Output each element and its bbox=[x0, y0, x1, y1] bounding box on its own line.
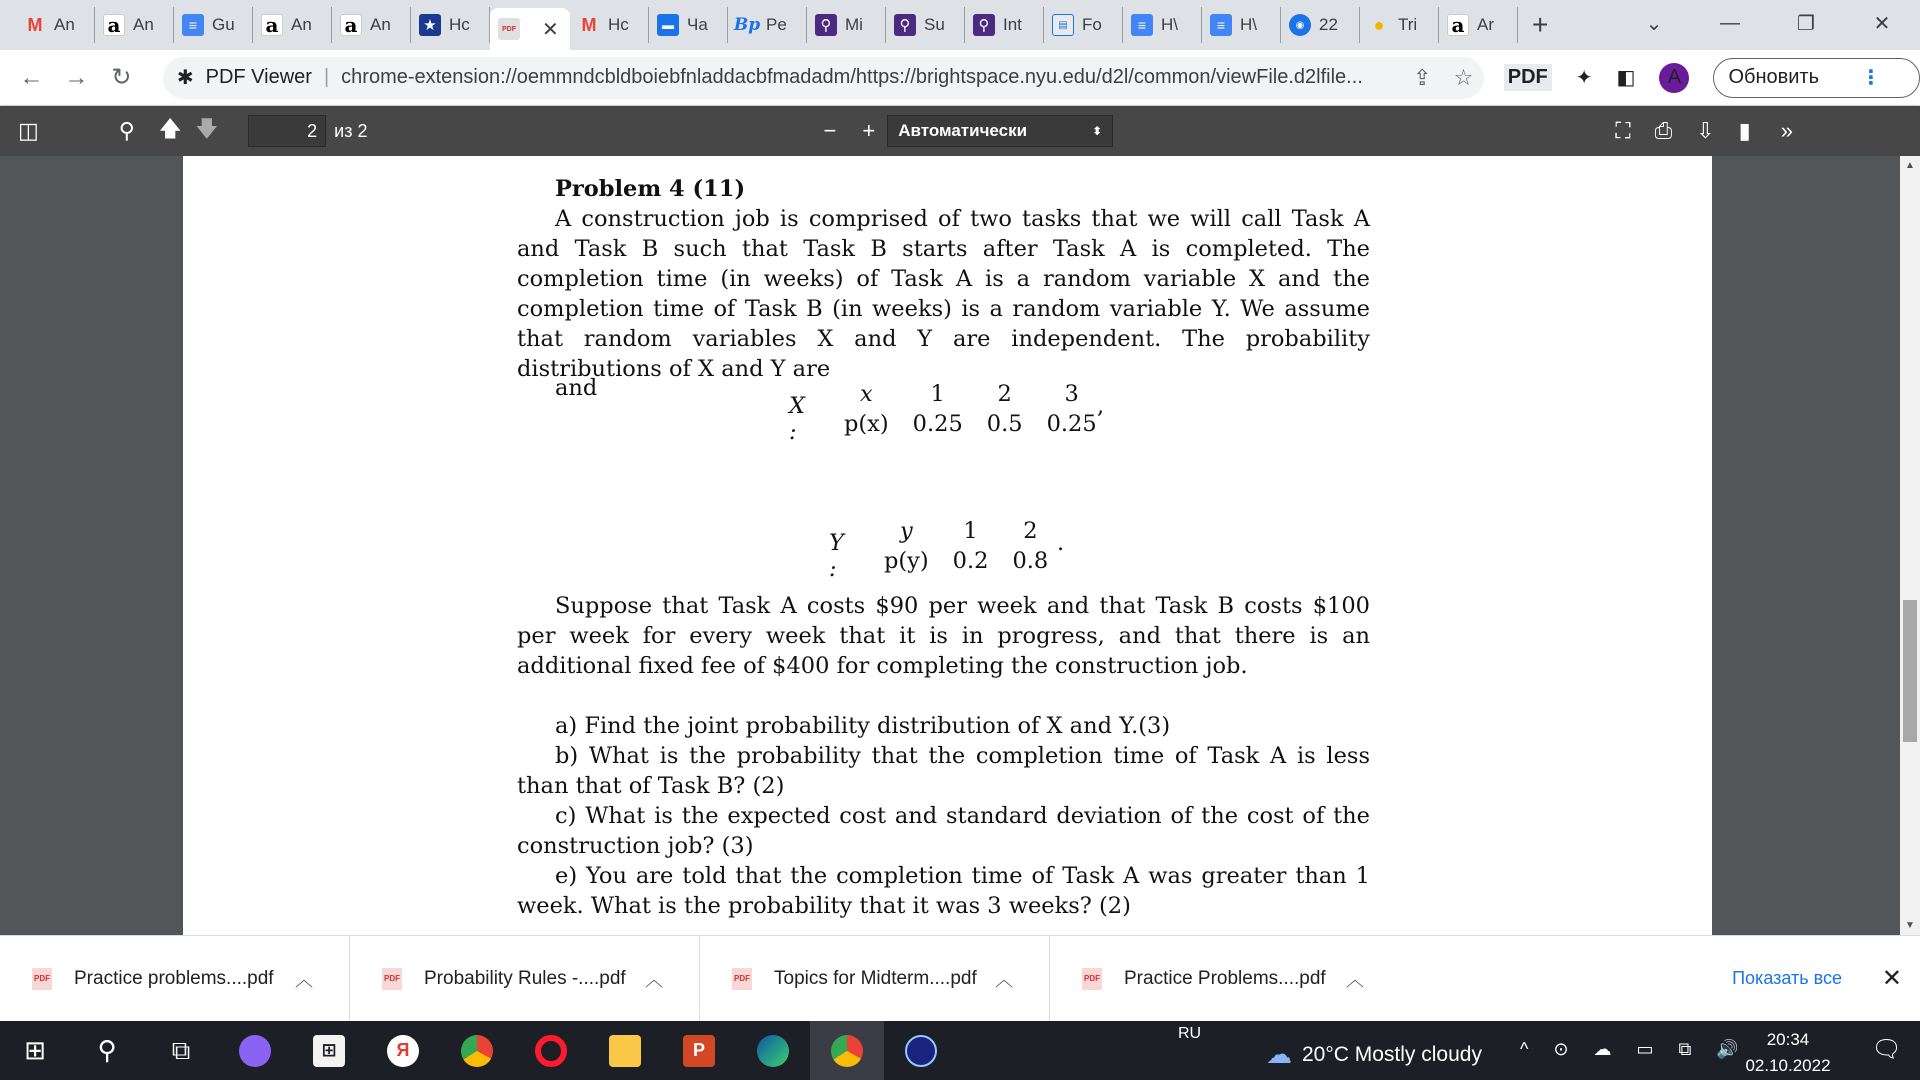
forward-button[interactable]: → bbox=[64, 63, 89, 91]
language-indicator[interactable]: RU bbox=[1178, 1025, 1202, 1042]
gmail-icon: M bbox=[27, 14, 43, 35]
pdf-file-icon: PDF bbox=[32, 968, 52, 990]
tab-label: H\ bbox=[1161, 15, 1178, 34]
download-item[interactable] bbox=[0, 936, 350, 1022]
amazon-icon: a bbox=[261, 14, 283, 36]
powerpoint-icon[interactable] bbox=[662, 1021, 736, 1080]
show-all-downloads-link[interactable]: Показать все bbox=[1732, 968, 1842, 988]
download-filename: Practice Problems....pdf bbox=[1124, 967, 1326, 989]
dist-x-label: X : bbox=[789, 393, 806, 445]
chrome-glyph-icon bbox=[461, 1035, 493, 1067]
tab-label: Gu bbox=[212, 15, 235, 34]
profile-avatar[interactable]: A bbox=[1659, 63, 1689, 93]
and-text-label: and bbox=[555, 375, 598, 401]
notification-icon[interactable]: 🗨 bbox=[1871, 1036, 1902, 1063]
download-item[interactable] bbox=[1050, 936, 1400, 1022]
tab-label: H\ bbox=[1240, 15, 1257, 34]
weather-text: 20°C Mostly cloudy bbox=[1302, 1042, 1482, 1066]
system-tray-icons[interactable]: ^ ⊙ ☁ ▭ ⧉ 🔊 bbox=[1520, 1039, 1749, 1059]
zoom-in-button[interactable]: + bbox=[862, 118, 876, 143]
previous-page-icon[interactable]: 🡅 bbox=[158, 116, 182, 141]
problem-costs-and-questions bbox=[517, 591, 1370, 921]
chevron-up-icon[interactable]: ︿ bbox=[645, 969, 663, 990]
browser-tab[interactable] bbox=[886, 7, 965, 43]
scroll-down-icon[interactable]: ▼ bbox=[1905, 920, 1915, 931]
browser-tab[interactable] bbox=[1360, 7, 1439, 43]
app-icon[interactable] bbox=[884, 1021, 958, 1080]
weather-widget[interactable] bbox=[1266, 1039, 1482, 1070]
purple-icon: ⚲ bbox=[815, 14, 837, 36]
opera-glyph-icon bbox=[535, 1035, 567, 1067]
window-controls bbox=[1616, 0, 1920, 46]
question-a: a) Find the joint probability distribution of X and Y.(3) bbox=[555, 713, 1171, 739]
balloon-icon: ● bbox=[1373, 14, 1385, 35]
pdf-file-icon: PDF bbox=[732, 968, 752, 990]
browser-tab[interactable] bbox=[332, 7, 411, 43]
chevron-up-icon[interactable]: ︿ bbox=[995, 969, 1013, 990]
browser-tab[interactable] bbox=[1123, 7, 1202, 43]
amazon-icon: a bbox=[340, 14, 362, 36]
browser-tab[interactable] bbox=[965, 7, 1044, 43]
problem-text bbox=[517, 174, 1370, 384]
chevron-up-icon[interactable]: ︿ bbox=[295, 969, 313, 990]
tab-label: Tri bbox=[1398, 15, 1418, 34]
sidebar-toggle-icon[interactable]: ◫ bbox=[18, 118, 39, 143]
amazon-icon: a bbox=[1447, 14, 1469, 36]
yandex-browser-icon[interactable] bbox=[366, 1021, 440, 1080]
tab-label: An bbox=[133, 15, 154, 34]
pdf-extension-icon[interactable]: PDF bbox=[1504, 64, 1552, 91]
next-page-icon[interactable]: 🡇 bbox=[195, 116, 219, 141]
dist-x-prob: 0.25 bbox=[912, 411, 963, 437]
clock-date: 02.10.2022 bbox=[1745, 1056, 1831, 1075]
tab-label: An bbox=[291, 15, 312, 34]
browser-tab[interactable] bbox=[728, 7, 807, 43]
download-item[interactable] bbox=[700, 936, 1050, 1022]
dist-y-label: Y : bbox=[829, 530, 844, 582]
browser-tab[interactable] bbox=[807, 7, 886, 43]
page-number-input[interactable]: 2 bbox=[248, 115, 326, 147]
extensions-puzzle-icon[interactable]: ✦ bbox=[1575, 67, 1593, 89]
chrome-profile-icon[interactable] bbox=[810, 1021, 884, 1080]
vertical-scrollbar[interactable] bbox=[1900, 156, 1920, 935]
task-view-icon[interactable]: ⧉ bbox=[171, 1034, 191, 1065]
dist-x-var: x bbox=[859, 381, 873, 407]
tab-label: Ча bbox=[687, 15, 708, 34]
restore-button[interactable]: ❐ bbox=[1797, 12, 1815, 35]
new-tab-button[interactable]: + bbox=[1532, 9, 1549, 40]
pdf-icon: PDF bbox=[498, 18, 520, 40]
dist-x-table bbox=[832, 379, 1109, 439]
tab-search-icon[interactable]: ⌄ bbox=[1645, 12, 1663, 35]
omnibox-separator: | bbox=[323, 66, 330, 88]
store-icon[interactable] bbox=[292, 1021, 366, 1080]
toolbar-icons bbox=[1504, 58, 1920, 98]
purple-icon: ⚲ bbox=[894, 14, 916, 36]
gmail-icon: M bbox=[581, 14, 597, 35]
dist-y-var: y bbox=[899, 518, 913, 544]
pdf-file-icon: PDF bbox=[1082, 968, 1102, 990]
pdf-file-icon: PDF bbox=[382, 968, 402, 990]
download-filename: Practice problems....pdf bbox=[74, 967, 274, 989]
bookmark-icon[interactable]: ▮ bbox=[1738, 118, 1751, 143]
browser-tab[interactable] bbox=[16, 7, 95, 43]
print-icon[interactable]: ⎙ bbox=[1654, 118, 1673, 143]
docs-icon: ≡ bbox=[182, 14, 204, 36]
browser-tab[interactable] bbox=[174, 7, 253, 43]
dist-y-prob: 0.8 bbox=[1012, 548, 1049, 574]
dist-x-prob-label: p(x) bbox=[844, 411, 889, 437]
reload-button[interactable]: ↻ bbox=[111, 64, 132, 91]
url-text[interactable]: chrome-extension://oemmndcbldboiebfnladdacbfmadadm/https://brightspace.nyu.edu/d2l/common/viewFile.d2lfile... bbox=[341, 66, 1363, 88]
download-icon[interactable]: ⇩ bbox=[1696, 118, 1715, 143]
pdf-toolbar bbox=[0, 106, 1920, 156]
zoom-select-caret-icon: ⬍ bbox=[1092, 124, 1103, 138]
problem-title: Problem 4 (11) bbox=[555, 176, 746, 202]
tab-label: Int bbox=[1003, 15, 1022, 34]
taskbar bbox=[0, 1021, 1920, 1080]
dist-x-prob: 0.5 bbox=[986, 411, 1023, 437]
tab-label: Fo bbox=[1082, 15, 1102, 34]
browser-tab[interactable] bbox=[1202, 7, 1281, 43]
share-icon[interactable]: ⇪ bbox=[1413, 64, 1432, 90]
update-button[interactable] bbox=[1713, 58, 1920, 98]
tab-label: Hc bbox=[449, 15, 470, 34]
edge-icon[interactable] bbox=[736, 1021, 810, 1080]
downloads-bar bbox=[0, 935, 1920, 1021]
chrome-profile-glyph-icon bbox=[831, 1035, 863, 1067]
tab-list bbox=[16, 0, 1518, 50]
powerpoint-glyph-icon: P bbox=[683, 1035, 715, 1067]
bookmark-star-icon[interactable]: ☆ bbox=[1453, 64, 1474, 90]
yandex-glyph-icon: Я bbox=[387, 1035, 419, 1067]
problem-intro: A construction job is comprised of two tasks that we will call Task A and Task B such that Task B starts after Task A is completed. The completion time (in weeks) of Task A is a random variable X and the completion time of Task B (in weeks) is a random variable Y. We assume that random variables X and Y are independent. The probability distributions of X and Y are bbox=[517, 206, 1370, 382]
download-filename: Topics for Midterm....pdf bbox=[774, 967, 977, 989]
edge-glyph-icon bbox=[757, 1035, 789, 1067]
close-downloads-icon[interactable]: ✕ bbox=[1881, 965, 1902, 992]
docs-icon: ≡ bbox=[1210, 14, 1232, 36]
omnibox[interactable] bbox=[163, 57, 1484, 99]
browser-tab[interactable] bbox=[649, 7, 728, 43]
windows-start-icon[interactable]: ⊞ bbox=[24, 1035, 46, 1065]
amazon-icon: a bbox=[103, 14, 125, 36]
file-explorer-icon[interactable] bbox=[588, 1021, 662, 1080]
dist-x-value: 1 bbox=[930, 381, 945, 407]
clock[interactable] bbox=[1740, 1027, 1836, 1079]
dist-y-value: 2 bbox=[1023, 518, 1038, 544]
file-icon: ▤ bbox=[1052, 14, 1074, 36]
close-window-button[interactable]: ✕ bbox=[1873, 12, 1891, 35]
navigation-bar bbox=[0, 50, 1920, 106]
browser-tab[interactable] bbox=[490, 8, 570, 50]
search-icon[interactable]: ⚲ bbox=[97, 1035, 117, 1065]
purple-icon: ⚲ bbox=[973, 14, 995, 36]
browser-tab[interactable] bbox=[570, 7, 649, 43]
tab-label: Ar bbox=[1477, 15, 1494, 34]
dist-y-prob: 0.2 bbox=[952, 548, 989, 574]
dist-y-prob-label: p(y) bbox=[884, 548, 929, 574]
app-glyph-icon bbox=[905, 1035, 937, 1067]
costs-paragraph: Suppose that Task A costs $90 per week and that Task B costs $100 per week for every week that it is in progress, and that there is an additional fixed fee of $400 for completing the construction job. bbox=[517, 593, 1370, 679]
side-panel-icon[interactable]: ◧ bbox=[1616, 67, 1636, 89]
clock-time: 20:34 bbox=[1766, 1030, 1810, 1049]
question-e: e) You are told that the completion time of Task A was greater than 1 week. What is the probability that it was 3 weeks? (2) bbox=[517, 863, 1370, 919]
download-filename: Probability Rules -....pdf bbox=[424, 967, 626, 989]
document-viewport[interactable] bbox=[0, 156, 1900, 935]
browser-tab[interactable] bbox=[1439, 7, 1518, 43]
tools-expand-icon[interactable]: » bbox=[1780, 118, 1794, 143]
close-tab-icon[interactable]: ✕ bbox=[542, 18, 559, 41]
zoom-value: Автоматически bbox=[898, 121, 1028, 140]
scrollbar-thumb[interactable] bbox=[1903, 600, 1917, 742]
pdf-page bbox=[183, 156, 1712, 935]
chevron-up-icon[interactable]: ︿ bbox=[1346, 969, 1364, 990]
star-icon: ★ bbox=[419, 14, 441, 36]
zoom-select[interactable] bbox=[887, 115, 1113, 147]
dist-x-value: 2 bbox=[997, 381, 1012, 407]
bp-icon: Bp bbox=[733, 15, 761, 35]
cal-icon: ◉ bbox=[1289, 14, 1311, 36]
tab-label: Su bbox=[924, 15, 945, 34]
menu-dots-icon: ⋮ bbox=[1861, 67, 1881, 89]
find-icon[interactable]: ⚲ bbox=[118, 118, 135, 143]
chrome-icon[interactable] bbox=[440, 1021, 514, 1080]
cloud-icon: ☁ bbox=[1266, 1039, 1292, 1069]
question-b: b) What is the probability that the completion time of Task A is less than that of Task B? (2) bbox=[517, 743, 1370, 799]
dist-x-prob: 0.25 bbox=[1046, 411, 1097, 437]
cortana-icon[interactable] bbox=[218, 1021, 292, 1080]
cortana-circle-icon bbox=[239, 1035, 271, 1067]
zoom-out-button[interactable]: − bbox=[823, 118, 837, 143]
site-name: PDF Viewer bbox=[205, 66, 312, 88]
download-item[interactable] bbox=[350, 936, 700, 1022]
dist-x-trailing: , bbox=[1097, 393, 1105, 419]
dist-y-trailing: . bbox=[1057, 530, 1065, 556]
store-glyph-icon: ⊞ bbox=[313, 1035, 345, 1067]
folder-glyph-icon bbox=[609, 1035, 641, 1067]
presentation-mode-icon[interactable]: ⛶ bbox=[1615, 118, 1631, 143]
tab-label: Pe bbox=[766, 15, 787, 34]
update-button-label: Обновить bbox=[1728, 66, 1819, 88]
tab-label: Hc bbox=[608, 15, 629, 34]
dist-y-value: 1 bbox=[963, 518, 978, 544]
docs-icon: ≡ bbox=[1131, 14, 1153, 36]
tab-label: An bbox=[370, 15, 391, 34]
browser-tab[interactable] bbox=[95, 7, 174, 43]
dist-x-value: 3 bbox=[1064, 381, 1079, 407]
scroll-up-icon[interactable]: ▲ bbox=[1905, 160, 1915, 171]
opera-icon[interactable] bbox=[514, 1021, 588, 1080]
extension-icon: ✱ bbox=[176, 67, 194, 89]
tab-label: An bbox=[54, 15, 75, 34]
tab-label: Mi bbox=[845, 15, 863, 34]
browser-tab[interactable] bbox=[253, 7, 332, 43]
tab-label: 22 bbox=[1319, 15, 1338, 34]
browser-tab[interactable] bbox=[411, 7, 490, 43]
browser-tab[interactable] bbox=[1281, 7, 1360, 43]
browser-tab[interactable] bbox=[1044, 7, 1123, 43]
dist-y-table bbox=[872, 516, 1060, 576]
chat-icon: ▬ bbox=[657, 14, 679, 36]
page-count: из 2 bbox=[334, 120, 368, 141]
minimize-button[interactable]: — bbox=[1720, 11, 1740, 34]
question-c: c) What is the expected cost and standard deviation of the cost of the construction job? (3) bbox=[517, 803, 1370, 859]
back-button[interactable]: ← bbox=[19, 63, 44, 91]
